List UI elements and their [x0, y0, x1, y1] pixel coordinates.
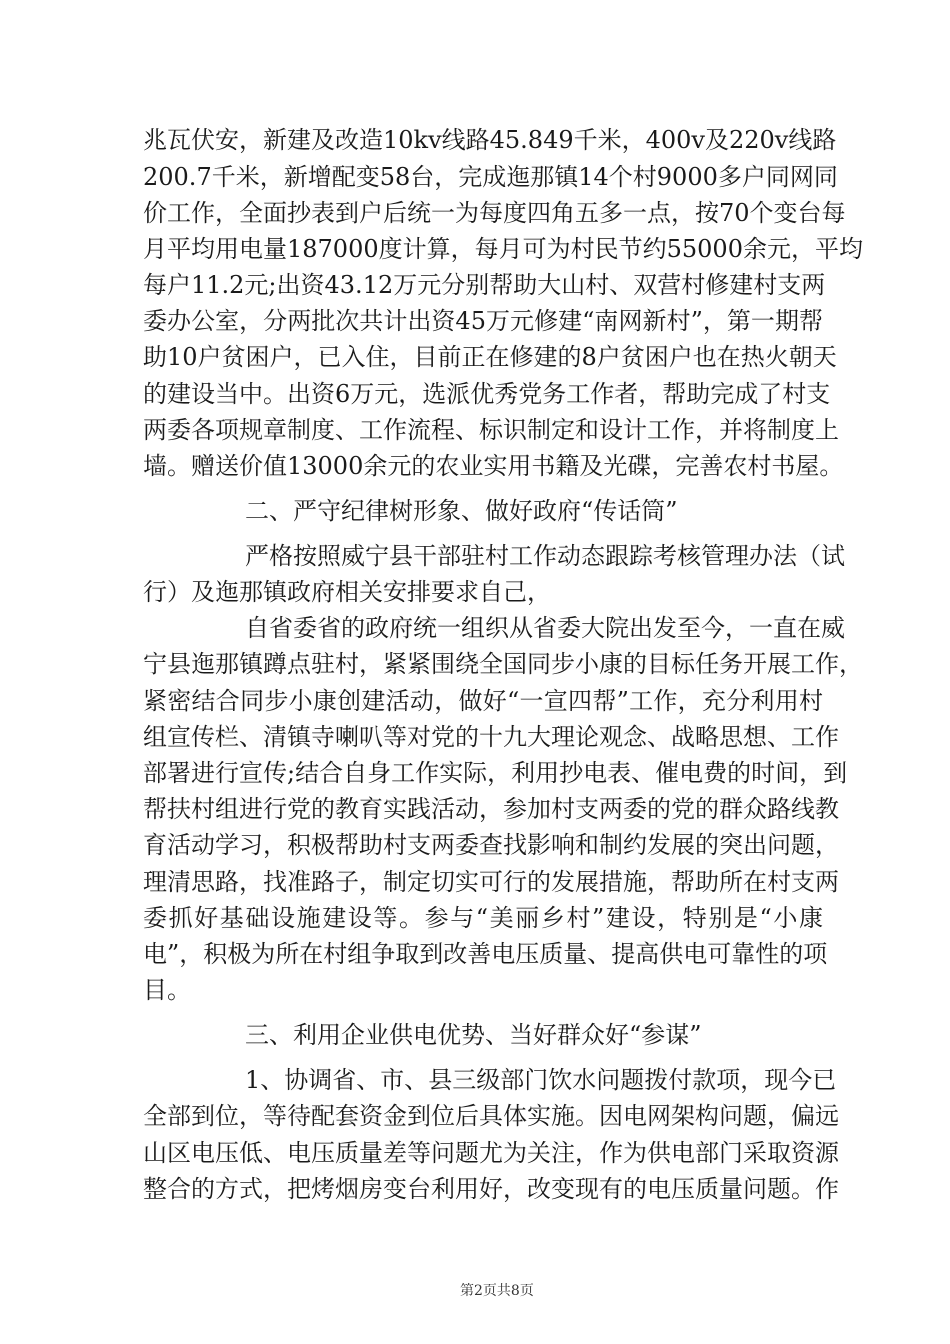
body-text-line: 助10户贫困户，已入住，目前正在修建的8户贫困户也在热火朝天: [143, 343, 837, 371]
body-text-line: 200.7千米，新增配变58台，完成迤那镇14个村9000多户同网同: [143, 163, 838, 191]
paragraph-first-line: 自省委省的政府统一组织从省委大院出发至今，一直在威: [245, 614, 845, 642]
body-text-line: 整合的方式，把烤烟房变台利用好，改变现有的电压质量问题。作: [143, 1175, 839, 1203]
section-heading: 二、严守纪律树形象、做好政府“传话筒”: [245, 497, 678, 525]
paragraph-first-line: 严格按照威宁县干部驻村工作动态跟踪考核管理办法（试: [245, 542, 845, 570]
body-text-line: 组宣传栏、清镇寺喇叭等对党的十九大理论观念、战略思想、工作: [143, 723, 839, 751]
body-text-line: 月平均用电量187000度计算，每月可为村民节约55000余元，平均: [143, 235, 863, 263]
body-text-line: 的建设当中。出资6万元，选派优秀党务工作者，帮助完成了村支: [143, 380, 831, 408]
body-text-line: 理清思路，找准路子，制定切实可行的发展措施，帮助所在村支两: [143, 868, 839, 896]
body-text-line: 全部到位，等待配套资金到位后具体实施。因电网架构问题，偏远: [143, 1102, 839, 1130]
body-text-line: 宁县迤那镇蹲点驻村，紧紧围绕全国同步小康的目标任务开展工作，: [143, 650, 863, 678]
body-text-line: 每户11.2元;出资43.12万元分别帮助大山村、双营村修建村支两: [143, 271, 826, 299]
page-number-footer: 第2页共8页: [460, 1283, 534, 1299]
body-text-line: 目。: [143, 976, 191, 1004]
body-text-line: 帮扶村组进行党的教育实践活动，参加村支两委的党的群众路线教: [143, 795, 839, 823]
body-text-line: 山区电压低、电压质量差等问题尤为关注，作为供电部门采取资源: [143, 1139, 839, 1167]
paragraph-first-line: 1、协调省、市、县三级部门饮水问题拨付款项，现今已: [245, 1066, 837, 1094]
body-text-line: 行）及迤那镇政府相关安排要求自己，: [143, 578, 551, 606]
body-text-line: 委办公室，分两批次共计出资45万元修建“南网新村”，第一期帮: [143, 307, 823, 335]
section-heading: 三、利用企业供电优势、当好群众好“参谋”: [245, 1021, 702, 1049]
body-text-line: 部署进行宣传;结合自身工作实际，利用抄电表、催电费的时间，到: [143, 759, 848, 787]
body-text-line: 兆瓦伏安，新建及改造10kv线路45.849千米，400v及220v线路: [143, 126, 837, 154]
body-text-line: 紧密结合同步小康创建活动，做好“一宣四帮”工作，充分利用村: [143, 687, 823, 715]
body-text-line: 价工作，全面抄表到户后统一为每度四角五多一点，按70个变台每: [143, 199, 846, 227]
body-text-line: 两委各项规章制度、工作流程、标识制定和设计工作，并将制度上: [143, 416, 839, 444]
body-text-line: 委抓好基础设施建设等。参与“美丽乡村”建设，特别是“小康: [143, 904, 823, 932]
body-text-line: 墙。赠送价值13000余元的农业实用书籍及光碟，完善农村书屋。: [143, 452, 844, 480]
body-text-line: 电”，积极为所在村组争取到改善电压质量、提高供电可靠性的项: [143, 940, 828, 968]
body-text-line: 育活动学习，积极帮助村支两委查找影响和制约发展的突出问题，: [143, 831, 839, 859]
